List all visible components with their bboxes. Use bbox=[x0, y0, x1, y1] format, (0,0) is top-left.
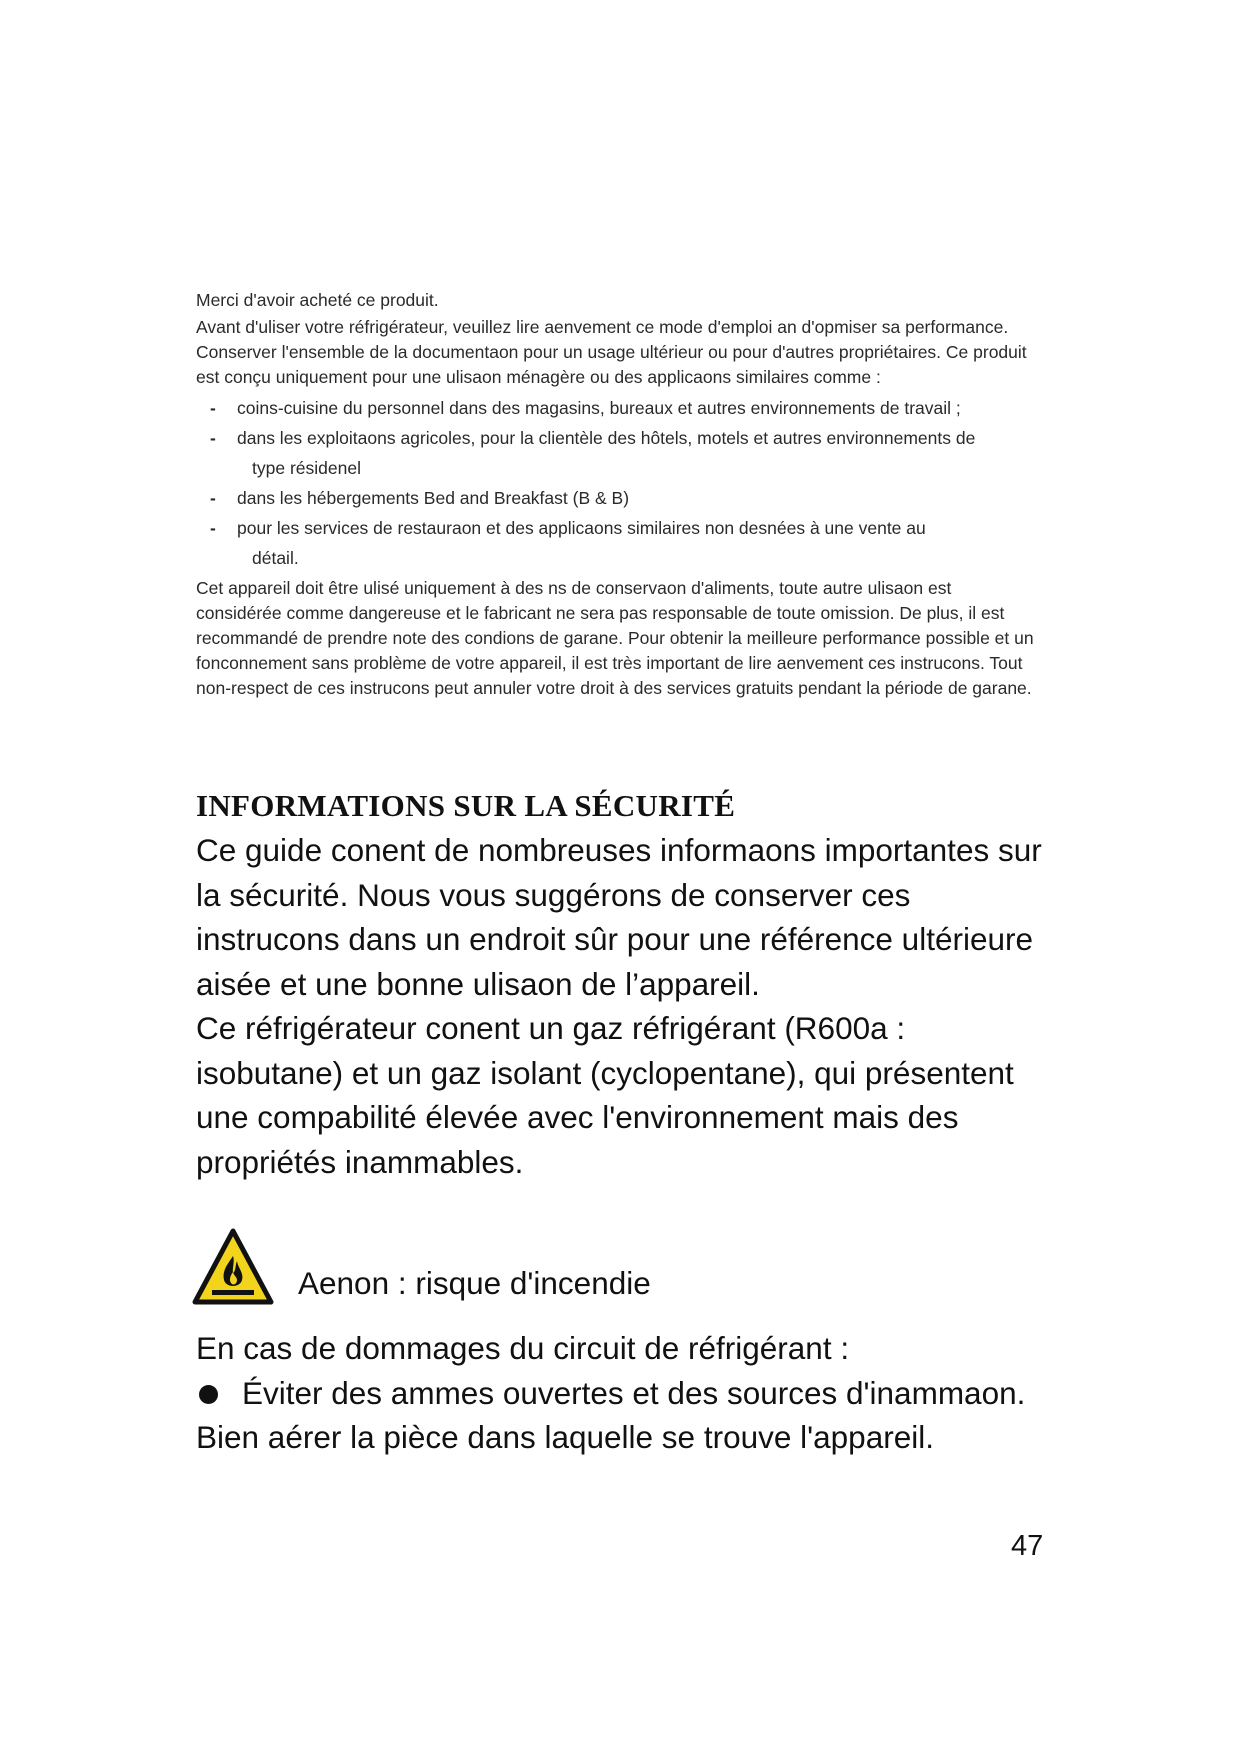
usage-list bbox=[196, 393, 1036, 573]
bullet-item bbox=[196, 1371, 1056, 1416]
list-item bbox=[210, 393, 1036, 423]
safety-paragraph: Ce guide conent de nombreuses informaons importantes sur la sécurité. Nous vous suggérons de conserver ces instrucons dans un endroit sûr pour une référence ultérieure aisée et une bonne ulisaon de l’appareil. bbox=[196, 832, 1042, 1002]
list-item-continuation: type résidenel bbox=[252, 458, 361, 478]
list-item-text: dans les hébergements Bed and Breakfast (B & B) bbox=[237, 488, 630, 508]
damage-intro: En cas de dommages du circuit de réfrigérant : bbox=[196, 1330, 850, 1366]
list-item-text: pour les services de restauraon et des applicaons similaires non desnées à une vente au bbox=[237, 518, 926, 538]
intro-paragraph: Avant d'uliser votre réfrigérateur, veuillez lire aenvement ce mode d'emploi an d'opmiser sa performance. Conserver l'ensemble de la documentaon pour un usage ultérieur ou pour d'autres propriétaires. Ce produit est conçu uniquement pour une ulisaon ménagère ou des applicaons similaires comme : bbox=[196, 317, 1027, 387]
dash-marker: - bbox=[210, 428, 216, 448]
thanks-line: Merci d'avoir acheté ce produit. bbox=[196, 290, 439, 310]
list-item bbox=[210, 423, 1036, 483]
safety-body bbox=[196, 828, 1056, 1184]
damage-section bbox=[196, 1326, 1056, 1460]
intro-section bbox=[196, 288, 1036, 701]
page-number: 47 bbox=[1011, 1530, 1044, 1562]
refrigerant-paragraph: Ce réfrigérateur conent un gaz réfrigérant (R600a : isobutane) et un gaz isolant (cyclopentane), qui présentent une compabilité élevée avec l'environnement mais des propriétés inammables. bbox=[196, 1010, 1014, 1180]
bullet-dot bbox=[199, 1385, 218, 1404]
ventilate-line: Bien aérer la pièce dans laquelle se trouve l'appareil. bbox=[196, 1419, 934, 1455]
dash-marker: - bbox=[210, 488, 216, 508]
list-item bbox=[210, 513, 1036, 573]
list-item bbox=[210, 483, 1036, 513]
usage-paragraph: Cet appareil doit être ulisé uniquement à des ns de conservaon d'aliments, toute autre ulisaon est considérée comme dangereuse et le fabricant ne sera pas responsable de toute omission. De plus, il est recommandé de prendre note des condions de garane. Pour obtenir la meilleure performance possible et un fonconnement sans problème de votre appareil, il est très important de lire aenvement ces instrucons. Tout non-respect de ces instrucons peut annuler votre droit à des services gratuits pendant la période de garane. bbox=[196, 578, 1034, 698]
safety-heading: INFORMATIONS SUR LA SÉCURITÉ bbox=[196, 788, 736, 823]
dash-marker: - bbox=[210, 398, 216, 418]
dash-marker: - bbox=[210, 518, 216, 538]
list-item-text: coins-cuisine du personnel dans des magasins, bureaux et autres environnements de travail ; bbox=[237, 398, 961, 418]
list-item-text: dans les exploitaons agricoles, pour la clientèle des hôtels, motels et autres environnements de bbox=[237, 428, 976, 448]
bullet-text: Éviter des ammes ouvertes et des sources d'inammaon. bbox=[242, 1374, 1026, 1411]
fire-warning bbox=[192, 1228, 892, 1312]
warning-text: Aenon : risque d'incendie bbox=[298, 1265, 651, 1301]
flammable-warning-icon bbox=[192, 1228, 274, 1308]
list-item-continuation: détail. bbox=[252, 548, 299, 568]
